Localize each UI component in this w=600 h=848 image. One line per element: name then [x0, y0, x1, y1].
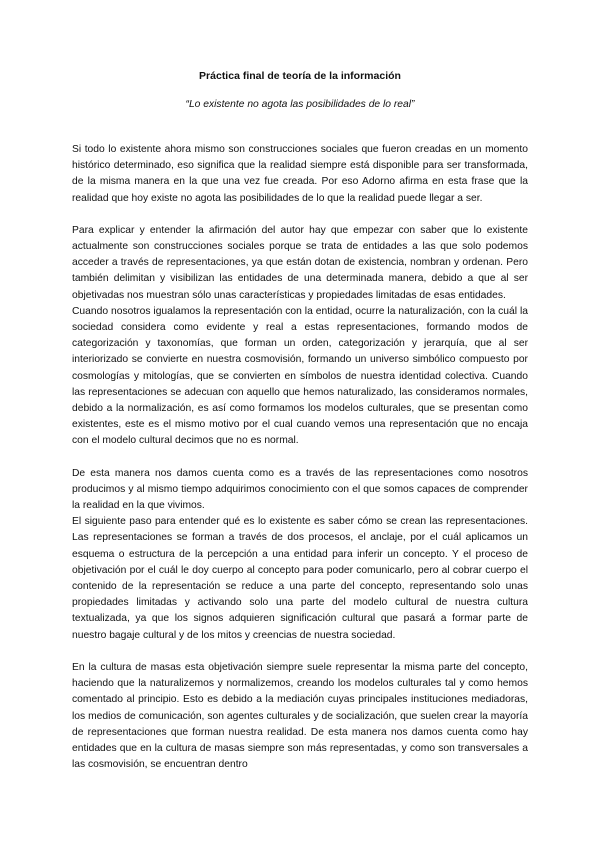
paragraph-4: De esta manera nos damos cuenta como es a través de las representaciones como nosotros producimos y al mismo tiempo adquirimos conocimiento con el que somos capaces de comprender la realidad en la que vivimos. — [72, 467, 528, 512]
paragraph-1: Si todo lo existente ahora mismo son construcciones sociales que fueron creadas en un momento histórico determinado, eso significa que la realidad siempre está disponible para ser transformada, de la misma manera en la que una vez fue creada. Por eso Adorno afirma en esta frase que la realidad que hoy existe no agota las posibilidades de lo que la realidad puede llegar a ser. — [72, 144, 528, 204]
document-subtitle-quote: “Lo existente no agota las posibilidades de lo real” — [185, 99, 415, 110]
paragraph-3: Cuando nosotros igualamos la representación con la entidad, ocurre la naturalización, con la cuál la sociedad considera como evidente y real a estas representaciones, formando modos de categorización y taxonomías, que forman un orden, categorización y jerarquía, que al ser interiorizado se convierte en nuestra cosmovisión, formando un universo simbólico compuesto por cosmologías y mitologías, que se convierten en símbolos de nuestra identidad colectiva. Cuando las representaciones se adecuan con aquello que hemos naturalizado, las consideramos normales, debido a la normalización, es así como formamos los modelos culturales, que se presentan como existentes, este es el mismo motivo por el cual cuando vemos una representación que no encaja con el modelo cultural decimos que no es normal. — [72, 305, 528, 447]
document-title: Práctica final de teoría de la información — [199, 70, 401, 82]
paragraph-5: El siguiente paso para entender qué es lo existente es saber cómo se crean las representaciones. Las representaciones se forman a través de dos procesos, el anclaje, por el cuál aplicamos un esquema o estructura de la percepción a una entidad para inferir un concepto. Y el proceso de objetivación por el cuál le doy cuerpo al concepto para poder comunicarlo, pero al cobrar cuerpo el contenido de la representación se reduce a una parte del concepto, representando solo unas propiedades limitadas y activando solo una parte del modelo cultural de nuestra cultura textualizada, ya que los signos adquieren significación cultural que pasará a formar parte de nuestro bagaje cultural y de los mitos y creencias de nuestra sociedad. — [72, 516, 528, 641]
paragraph-6: En la cultura de masas esta objetivación siempre suele representar la misma parte del concepto, haciendo que la naturalizemos y normalizemos, creando los modelos culturales tal y como hemos comentado al principio. Esto es debido a la mediación cuyas principales instituciones mediadoras, los medios de comunicación, son agentes culturales y de socialización, que suelen crear la mayoría de representaciones que forman nuestra realidad. De esta manera nos damos cuenta como hay entidades que en la cultura de masas siempre son más representadas, y como son transversales a las cosmovisión, se encuentran dentro — [72, 661, 528, 771]
document-body — [72, 142, 528, 773]
paragraph-2: Para explicar y entender la afirmación del autor hay que empezar con saber que lo existente actualmente son construcciones sociales porque se trata de entidades a las que solo podemos acceder a través de representaciones, ya que están dotan de existencia, nombran y ordenan. Pero también delimitan y visibilizan las entidades de una determinada manera, debido a que al ser objetivadas nos muestran sólo unas características y propiedades limitadas de esas entidades. — [72, 224, 528, 301]
